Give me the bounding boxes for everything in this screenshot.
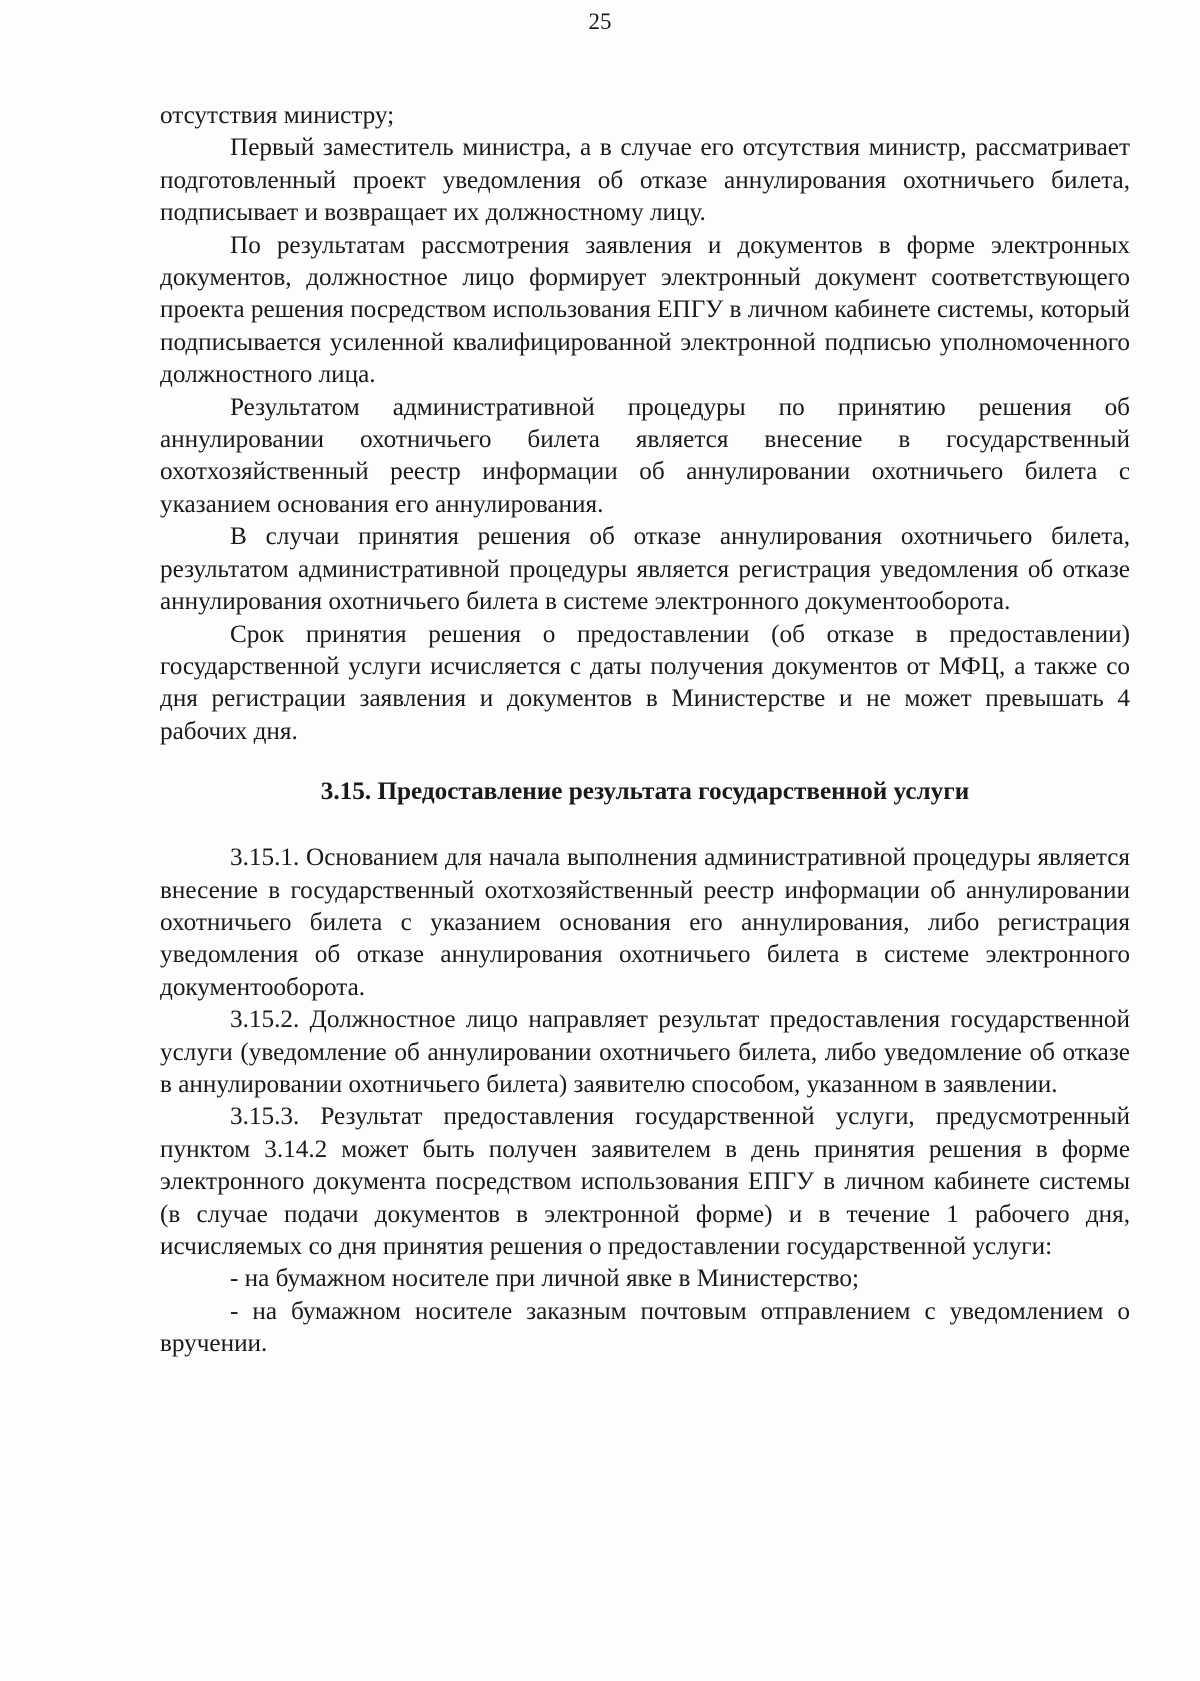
paragraph: Результатом административной процедуры по принятию решения об аннулировании охотничьего билета является внесение в государственный охотхозяйственный реестр информации об аннулировании охотничьего билета с указанием основания его аннулирования. (160, 393, 1130, 518)
paragraph: Первый заместитель министра, а в случае его отсутствия министр, рассматривает подготовленный проект уведомления об отказе аннулирования охотничьего билета, подписывает и возвращает их должностному лицу. (160, 134, 1130, 227)
document-body (160, 100, 1130, 1361)
paragraph: Срок принятия решения о предоставлении (об отказе в предоставлении) государственной услуги исчисляется с даты получения документов от МФЦ, а также со дня регистрации заявления и документов в Министерстве и не может превышать 4 рабочих дня. (160, 620, 1130, 745)
list-item: - на бумажном носителе заказным почтовым отправлением с уведомлением о вручении. (160, 1297, 1130, 1358)
paragraph: В случаи принятия решения об отказе аннулирования охотничьего билета, результатом административной процедуры является регистрация уведомления об отказе аннулирования охотничьего билета в системе электронного документооборота. (160, 523, 1130, 616)
clause-3-15-3: 3.15.3. Результат предоставления государственной услуги, предусмотренный пунктом 3.14.2 может быть получен заявителем в день принятия решения в форме электронного документа посредством использования ЕПГУ в личном кабинете системы (в случае подачи документов в электронной форме) и в течение 1 рабочего дня, исчисляемых со дня принятия решения о предоставлении государственной услуги: (160, 1103, 1130, 1260)
list-item: - на бумажном носителе при личной явке в Министерство; (230, 1265, 859, 1293)
clause-3-15-2: 3.15.2. Должностное лицо направляет результат предоставления государственной услуги (уведомление об аннулировании охотничьего билета, либо уведомление об отказе в аннулировании охотничьего билета) заявителю способом, указанном в заявлении. (160, 1006, 1130, 1098)
clause-3-15-1: 3.15.1. Основанием для начала выполнения административной процедуры является внесение в государственный охотхозяйственный реестр информации об аннулировании охотничьего билета с указанием основания его аннулирования, либо регистрация уведомления об отказе аннулирования охотничьего билета в системе электронного документооборота. (160, 844, 1130, 1001)
section-heading: 3.15. Предоставление результата государственной услуги (320, 778, 970, 806)
paragraph-continuation: отсутствия министру; (160, 102, 395, 129)
paragraph: По результатам рассмотрения заявления и документов в форме электронных документов, должностное лицо формирует электронный документ соответствующего проекта решения посредством использования ЕПГУ в личном кабинете системы, который подписывается усиленной квалифицированной электронной подписью уполномоченного должностного лица. (160, 231, 1130, 389)
page-number: 25 (588, 9, 612, 34)
